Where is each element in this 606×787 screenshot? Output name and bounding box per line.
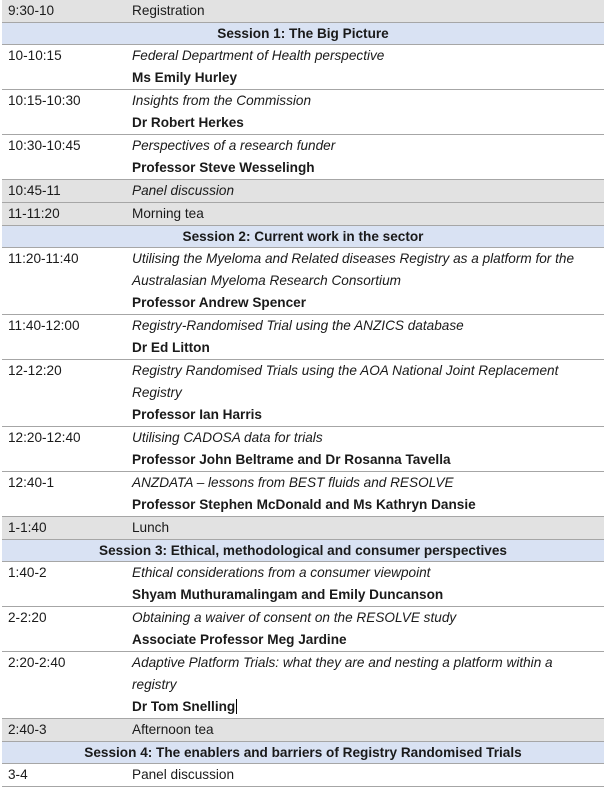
- speaker-name: Dr Ed Litton: [132, 340, 210, 355]
- time-cell: 2:40-3: [8, 722, 47, 737]
- time-cell: 2-2:20: [8, 610, 47, 625]
- time-cell: 10-10:15: [8, 48, 62, 63]
- content-cell: [132, 607, 604, 651]
- content-cell: [132, 562, 604, 606]
- content-cell: [132, 652, 604, 718]
- content-cell: [132, 0, 604, 22]
- talk-title: Ethical considerations from a consumer viewpoint: [132, 565, 431, 580]
- agenda-table: [2, 0, 604, 787]
- speaker-line: [132, 157, 600, 179]
- talk-title: Utilising the Myeloma and Related diseases Registry as a platform for the: [132, 251, 575, 266]
- talk-title: Obtaining a waiver of consent on the RESOLVE study: [132, 610, 457, 625]
- session-header: Session 2: Current work in the sector: [2, 226, 604, 248]
- content-cell: [132, 248, 604, 314]
- item-label: Lunch: [132, 520, 170, 535]
- speaker-line: [132, 584, 600, 606]
- speaker-name: Professor Steve Wesselingh: [132, 160, 315, 175]
- agenda-row: [2, 248, 604, 315]
- agenda-row: [2, 180, 604, 203]
- session-header: Session 1: The Big Picture: [2, 23, 604, 45]
- time-cell: 12:20-12:40: [8, 430, 81, 445]
- content-cell: [132, 90, 604, 134]
- content-cell: [132, 764, 604, 786]
- talk-title: Federal Department of Health perspective: [132, 48, 385, 63]
- talk-title: registry: [132, 677, 177, 692]
- time-cell: 3-4: [8, 767, 28, 782]
- agenda-row: [2, 0, 604, 23]
- talk-title: Registry Randomised Trials using the AOA National Joint Replacement: [132, 363, 559, 378]
- speaker-name: Dr Robert Herkes: [132, 115, 244, 130]
- speaker-line: [132, 449, 600, 471]
- time-cell: 11-11:20: [8, 206, 60, 221]
- speaker-line: [132, 404, 600, 426]
- agenda-row: [2, 360, 604, 427]
- speaker-name: Dr Tom Snelling: [132, 699, 236, 714]
- content-cell: [132, 360, 604, 426]
- agenda-row: [2, 427, 604, 472]
- content-cell: [132, 427, 604, 471]
- speaker-line: [132, 67, 600, 89]
- talk-title: Perspectives of a research funder: [132, 138, 336, 153]
- talk-title: Adaptive Platform Trials: what they are and nesting a platform within a: [132, 655, 553, 670]
- time-cell: 11:20-11:40: [8, 251, 79, 266]
- speaker-line: [132, 629, 600, 651]
- speaker-name: Shyam Muthuramalingam and Emily Duncanson: [132, 587, 444, 602]
- agenda-row: [2, 135, 604, 180]
- time-cell: 2:20-2:40: [8, 655, 66, 670]
- item-label: Panel discussion: [132, 767, 235, 782]
- agenda-row: [2, 472, 604, 517]
- agenda-row: [2, 45, 604, 90]
- agenda-row: [2, 719, 604, 742]
- content-cell: [132, 315, 604, 359]
- time-cell: 12-12:20: [8, 363, 62, 378]
- item-label: Afternoon tea: [132, 722, 214, 737]
- content-cell: [132, 472, 604, 516]
- content-cell: [132, 135, 604, 179]
- agenda-row: [2, 203, 604, 226]
- speaker-line: [132, 112, 600, 134]
- session-header: Session 3: Ethical, methodological and consumer perspectives: [2, 540, 604, 562]
- text-cursor: [236, 699, 237, 714]
- content-cell: [132, 517, 604, 539]
- agenda-row: [2, 652, 604, 719]
- content-cell: [132, 203, 604, 225]
- session-header: Session 4: The enablers and barriers of Registry Randomised Trials: [2, 742, 604, 764]
- time-cell: 1-1:40: [8, 520, 47, 535]
- time-cell: 10:15-10:30: [8, 93, 81, 108]
- content-cell: [132, 719, 604, 741]
- speaker-name: Professor John Beltrame and Dr Rosanna Tavella: [132, 452, 451, 467]
- time-cell: 12:40-1: [8, 475, 55, 490]
- content-cell: [132, 45, 604, 89]
- talk-title: Utilising CADOSA data for trials: [132, 430, 323, 445]
- item-label: Morning tea: [132, 206, 204, 221]
- speaker-line: [132, 494, 600, 516]
- talk-title: Registry-Randomised Trial using the ANZICS database: [132, 318, 464, 333]
- speaker-name: Professor Ian Harris: [132, 407, 262, 422]
- talk-title: Insights from the Commission: [132, 93, 312, 108]
- speaker-name: Professor Stephen McDonald and Ms Kathryn Dansie: [132, 497, 476, 512]
- item-label: Registration: [132, 3, 205, 18]
- speaker-line: [132, 337, 600, 359]
- agenda-row: [2, 90, 604, 135]
- time-cell: 10:45-11: [8, 183, 61, 198]
- content-cell: [132, 180, 604, 202]
- time-cell: 10:30-10:45: [8, 138, 81, 153]
- agenda-row: [2, 764, 604, 787]
- time-cell: 1:40-2: [8, 565, 47, 580]
- time-cell: 9:30-10: [8, 3, 55, 18]
- talk-title: Australasian Myeloma Research Consortium: [132, 273, 401, 288]
- speaker-name: Ms Emily Hurley: [132, 70, 238, 85]
- agenda-row: [2, 607, 604, 652]
- talk-title: Registry: [132, 385, 182, 400]
- talk-title: Panel discussion: [132, 183, 235, 198]
- agenda-row: [2, 517, 604, 540]
- speaker-name: Associate Professor Meg Jardine: [132, 632, 347, 647]
- agenda-row: [2, 562, 604, 607]
- speaker-line: [132, 696, 600, 718]
- speaker-name: Professor Andrew Spencer: [132, 295, 307, 310]
- time-cell: 11:40-12:00: [8, 318, 80, 333]
- agenda-row: [2, 315, 604, 360]
- speaker-line: [132, 292, 600, 314]
- talk-title: ANZDATA – lessons from BEST fluids and RESOLVE: [132, 475, 454, 490]
